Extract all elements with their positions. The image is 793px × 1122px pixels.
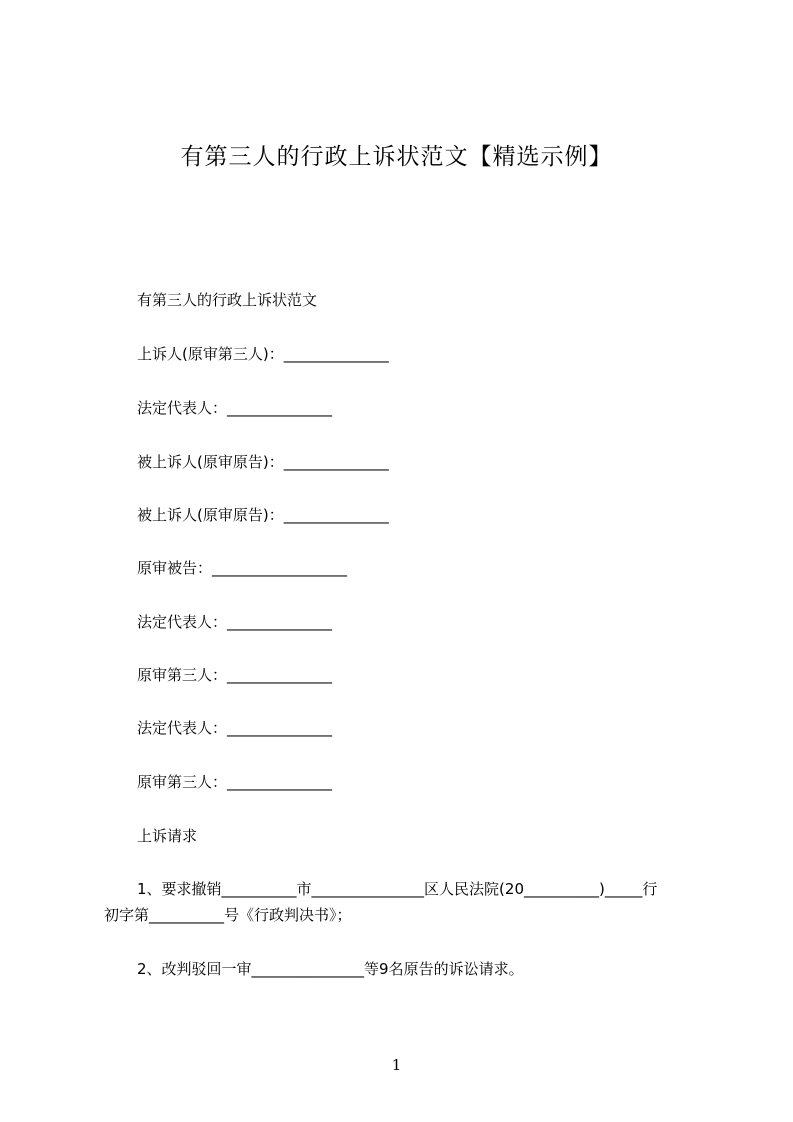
field-third-party: 原审第三人：______________ — [137, 773, 333, 791]
section-heading-appeal-requests: 上诉请求 — [137, 827, 198, 845]
field-legal-representative: 法定代表人：______________ — [137, 719, 333, 737]
field-appellee-2: 被上诉人(原审原告)：______________ — [137, 506, 389, 524]
field-legal-representative: 法定代表人：______________ — [137, 613, 333, 631]
field-third-party: 原审第三人：______________ — [137, 666, 333, 684]
page-number: 1 — [391, 1056, 402, 1074]
document-heading: 有第三人的行政上诉状范文 — [137, 291, 318, 309]
field-appellant: 上诉人(原审第三人)：______________ — [137, 345, 389, 363]
field-appellee-1: 被上诉人(原审原告)：______________ — [137, 453, 389, 471]
field-legal-representative: 法定代表人：______________ — [137, 399, 333, 417]
request-2: 2、改判驳回一审_______________等9名原告的诉讼请求。 — [137, 960, 524, 978]
field-original-defendant: 原审被告：__________________ — [137, 559, 348, 577]
request-1-line-2: 初字第__________号《行政判决书》； — [104, 906, 352, 924]
document-title: 有第三人的行政上诉状范文【精选示例】 — [180, 144, 613, 170]
request-1-line-1: 1、要求撤销__________市_______________区人民法院(20__________)_____行 — [137, 880, 658, 898]
